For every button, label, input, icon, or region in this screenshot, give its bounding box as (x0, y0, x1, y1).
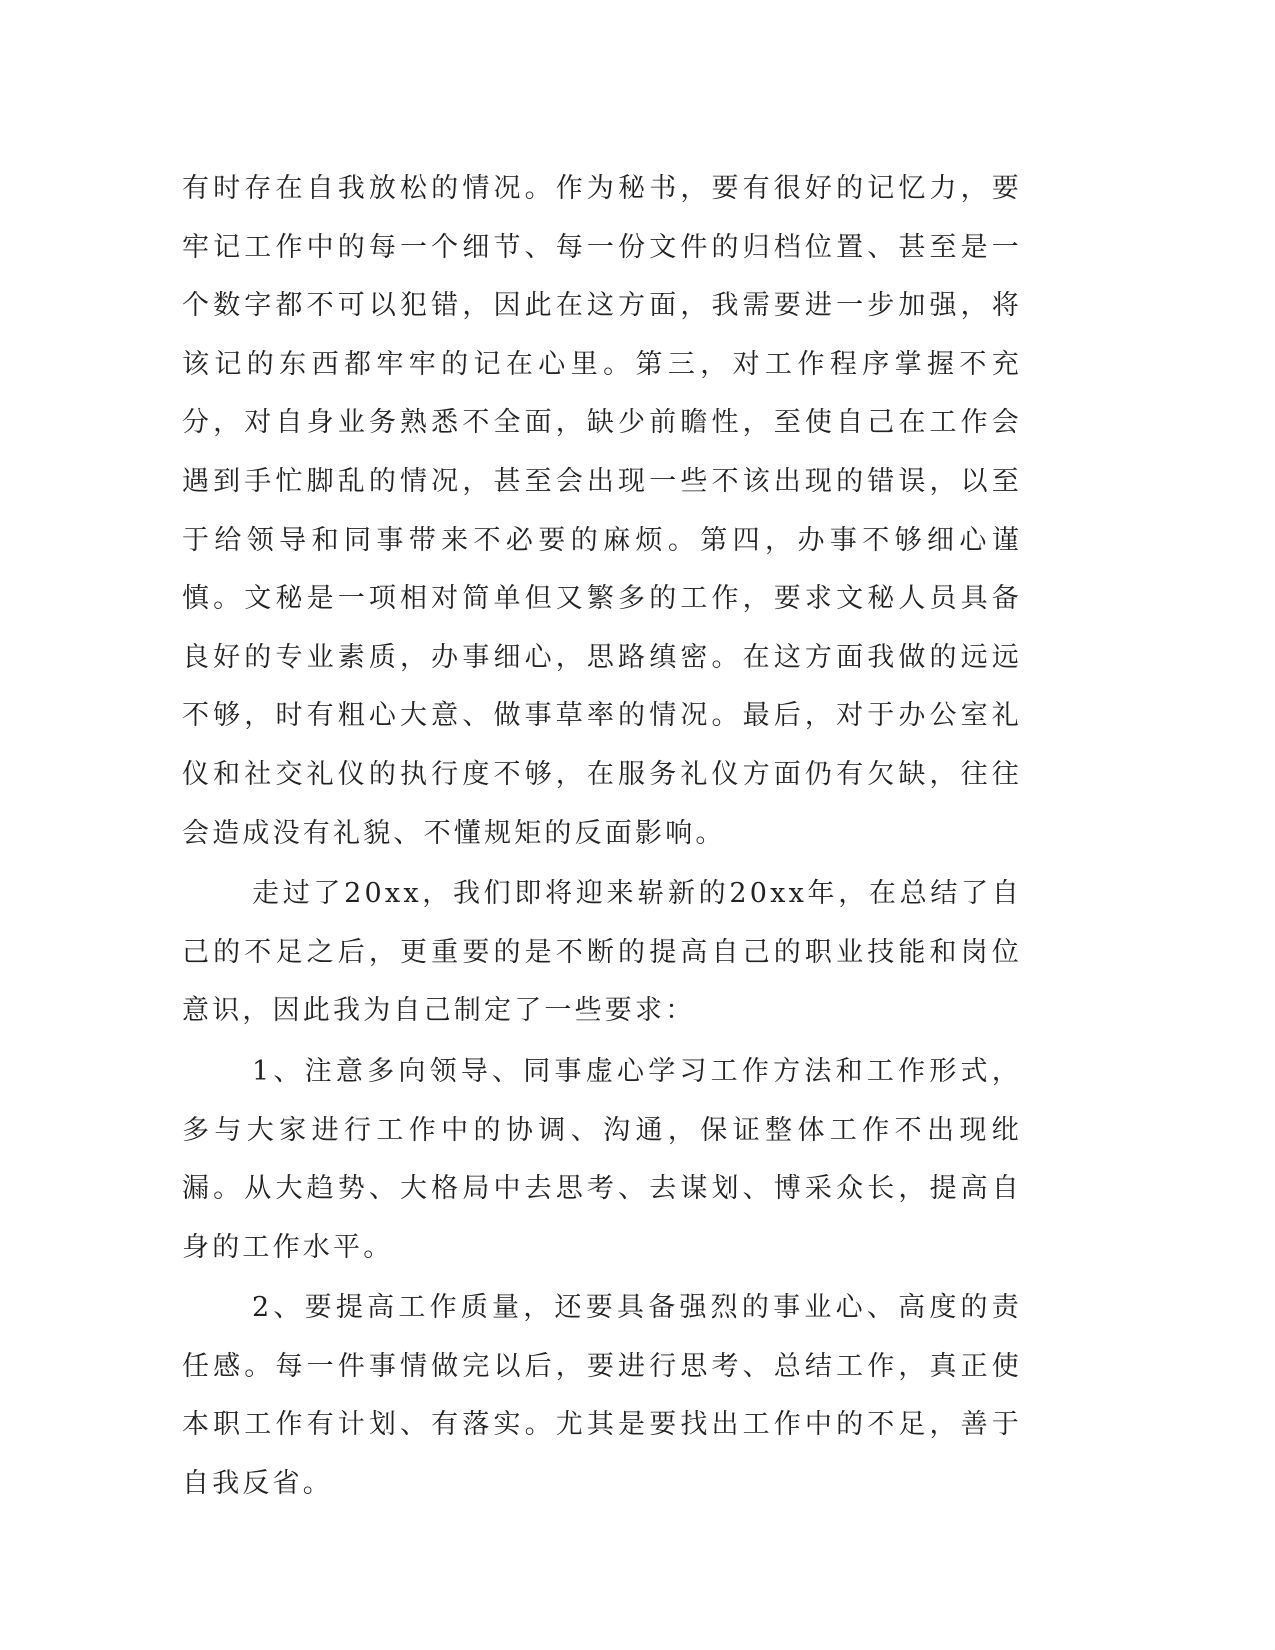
paragraph-new-year: 走过了20xx，我们即将迎来崭新的20xx年，在总结了自己的不足之后，更重要的是不断的提高自己的职业技能和岗位意识，因此我为自己制定了一些要求： (182, 878, 1022, 1027)
document-body (182, 160, 1022, 1514)
paragraph-requirement-2: 2、要提高工作质量，还要具备强烈的事业心、高度的责任感。每一件事情做完以后，要进行思考、总结工作，真正使本职工作有计划、有落实。尤其是要找出工作中的不足，善于自我反省。 (182, 1292, 1022, 1500)
paragraph-requirement-1: 1、注意多向领导、同事虚心学习工作方法和工作形式，多与大家进行工作中的协调、沟通，保证整体工作不出现纰漏。从大趋势、大格局中去思考、去谋划、博采众长，提高自身的工作水平。 (182, 1055, 1022, 1263)
paragraph-shortcomings: 有时存在自我放松的情况。作为秘书，要有很好的记忆力，要牢记工作中的每一个细节、每一份文件的归档位置、甚至是一个数字都不可以犯错，因此在这方面，我需要进一步加强，将该记的东西都牢牢的记在心里。第三，对工作程序掌握不充分，对自身业务熟悉不全面，缺少前瞻性，至使自己在工作会遇到手忙脚乱的情况，甚至会出现一些不该出现的错误，以至于给领导和同事带来不必要的麻烦。第四，办事不够细心谨慎。文秘是一项相对简单但又繁多的工作，要求文秘人员具备良好的专业素质，办事细心，思路缜密。在这方面我做的远远不够，时有粗心大意、做事草率的情况。最后，对于办公室礼仪和社交礼仪的执行度不够，在服务礼仪方面仍有欠缺，往往会造成没有礼貌、不懂规矩的反面影响。 (182, 173, 1022, 849)
